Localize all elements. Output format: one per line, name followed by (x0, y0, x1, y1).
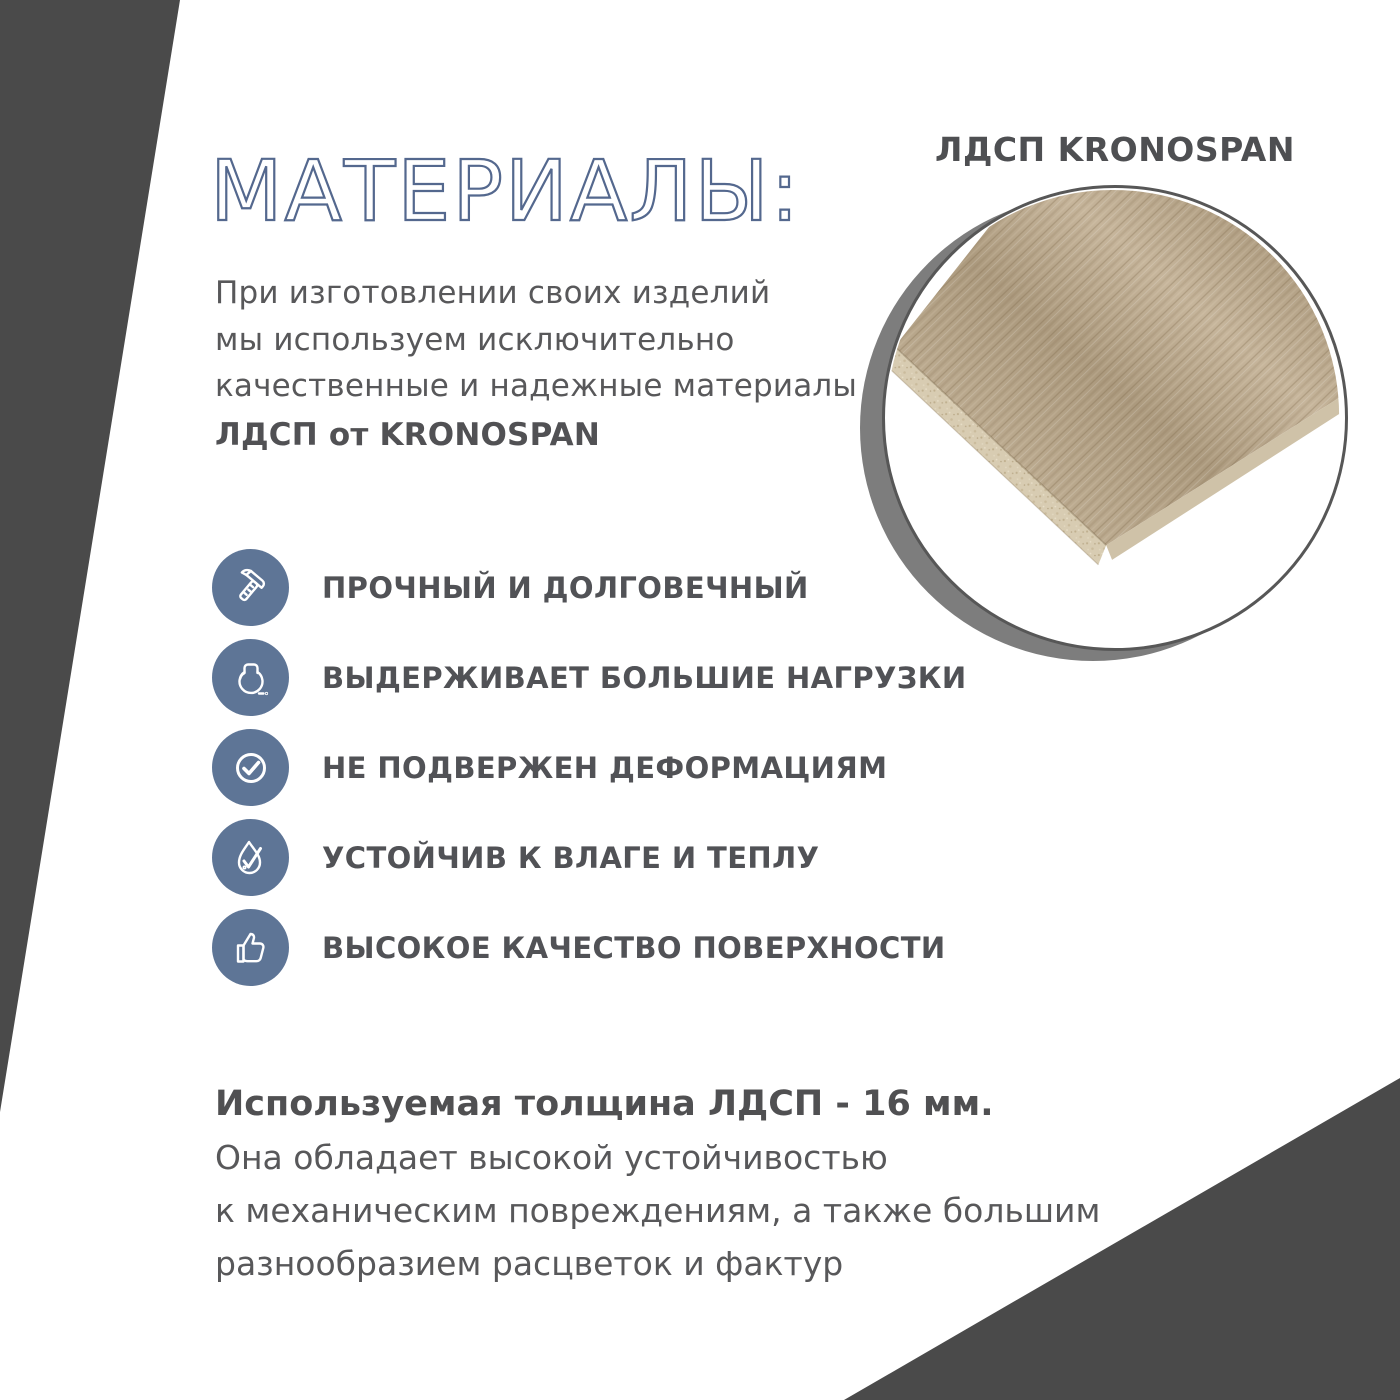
water-drop-check-icon (212, 819, 289, 896)
feature-label: ВЫДЕРЖИВАЕТ БОЛЬШИЕ НАГРУЗКИ (322, 660, 967, 695)
feature-row (212, 819, 967, 896)
sample-label: ЛДСП KRONOSPAN (935, 130, 1295, 169)
hammer-icon (212, 549, 289, 626)
feature-row (212, 549, 967, 626)
feature-list (212, 549, 967, 986)
footer-line: разнообразием расцветок и фактур (215, 1243, 844, 1283)
intro-line: При изготовлении своих изделий (215, 275, 771, 311)
feature-label: ПРОЧНЫЙ И ДОЛГОВЕЧНЫЙ (322, 570, 809, 605)
check-circle-icon (212, 729, 289, 806)
page-title (210, 128, 910, 250)
footer-paragraph (215, 1076, 1100, 1290)
footer-bold-line: Используемая толщина ЛДСП - 16 мм. (215, 1084, 994, 1124)
page-title-svg (210, 128, 910, 246)
feature-label: УСТОЙЧИВ К ВЛАГЕ И ТЕПЛУ (322, 840, 820, 875)
footer-line: Она обладает высокой устойчивостью (215, 1138, 888, 1177)
intro-paragraph (215, 270, 857, 458)
feature-row (212, 909, 967, 986)
feature-row (212, 729, 967, 806)
feature-row (212, 639, 967, 716)
kettlebell-icon (212, 639, 289, 716)
intro-brand-line: ЛДСП от KRONOSPAN (215, 416, 600, 453)
feature-label: ВЫСОКОЕ КАЧЕСТВО ПОВЕРХНОСТИ (322, 930, 946, 965)
feature-label: НЕ ПОДВЕРЖЕН ДЕФОРМАЦИЯМ (322, 750, 888, 785)
thumbs-up-icon (212, 909, 289, 986)
footer-line: к механическим повреждениям, а также большим (215, 1190, 1101, 1230)
top-left-dark-wedge (0, 0, 180, 1112)
page-title-text: МАТЕРИАЛЫ: (210, 142, 801, 240)
intro-line: мы используем исключительно (215, 321, 735, 358)
intro-line: качественные и надежные материалы (215, 368, 858, 404)
